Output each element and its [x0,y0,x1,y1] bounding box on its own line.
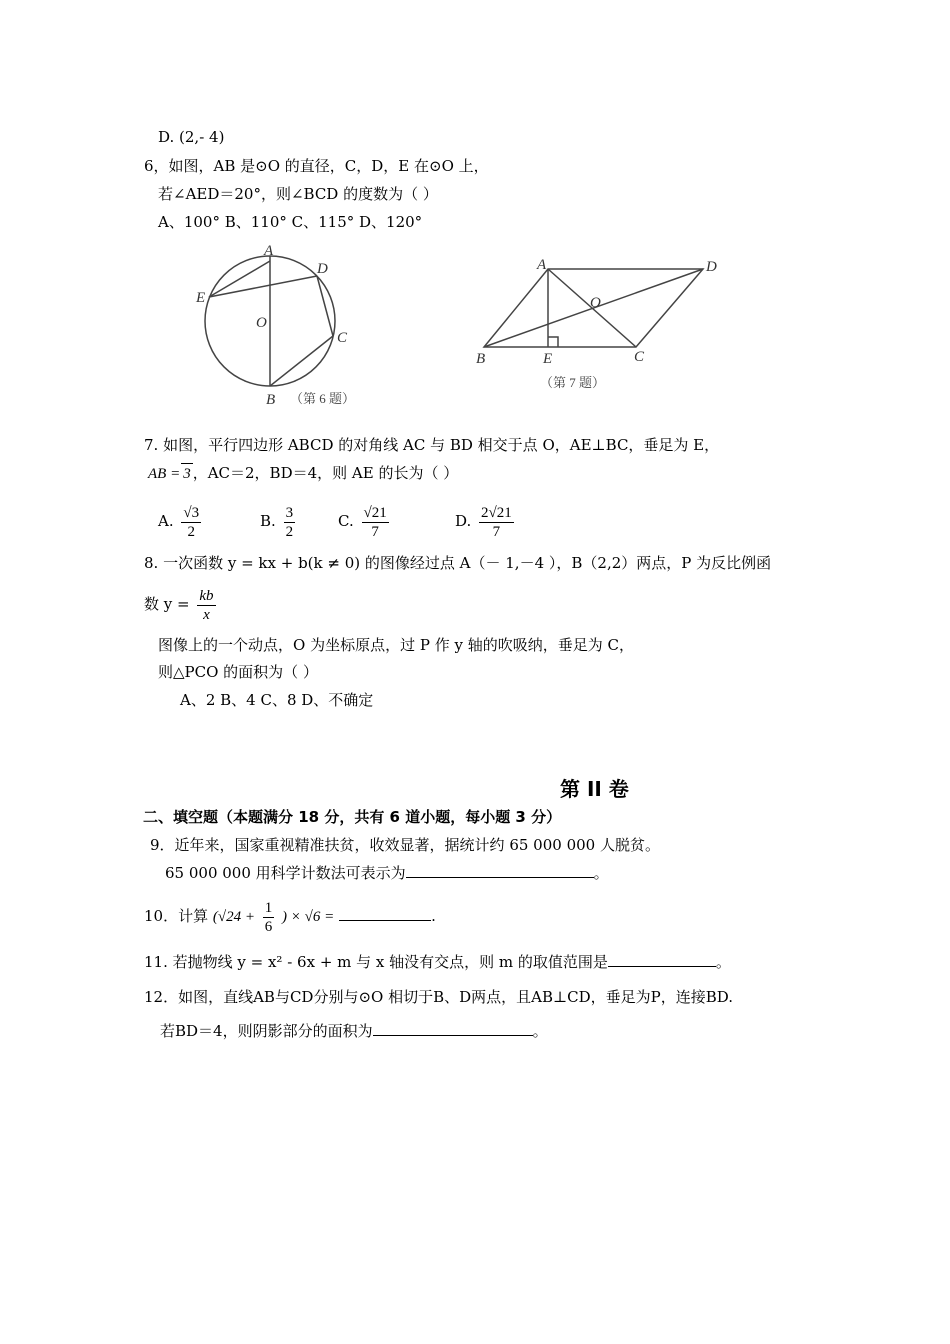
right-angle-mark [548,337,558,347]
q6-line1: 6，如图，AB 是⊙O 的直径，C，D，E 在⊙O 上， [144,157,489,175]
q7-line1: 7. 如图，平行四边形 ABCD 的对角线 AC 与 BD 相交于点 O，AE⊥BC，垂足为 E， [144,436,720,454]
part2-title: 第 II 卷 [560,777,629,801]
label-e-fig7: E [543,351,553,367]
q10-frac [263,899,275,936]
q10-expr-b: ) × √6 = [282,909,335,925]
q9-end: 。 [593,864,609,882]
label-o-fig7: O [590,295,601,311]
label-d-fig6: D [317,261,328,277]
section-heading: 二、填空题（本题满分 18 分，共有 6 道小题，每小题 3 分） [143,808,562,826]
caption-fig6: （第 6 题） [290,391,356,406]
q7-option-b-label: B. [260,512,276,530]
q7-option-a-label: A. [158,512,174,530]
frac-den: 2 [285,523,294,540]
q10-prefix: 10．计算 [144,907,209,925]
q12-line2 [160,1021,548,1041]
q10-expr-a: (√24 + [212,909,255,925]
q7-sqrt3: 3 [181,463,193,484]
q8-options: A、2 B、4 C、8 D、不确定 [180,691,374,709]
frac-num: kb [199,587,214,604]
answer-blank-q11[interactable] [608,952,716,967]
q8-frac [197,587,215,624]
q7-line2 [148,463,458,484]
q5-option-d: D. (2,- 4) [158,128,225,146]
label-b-fig6: B [266,392,276,408]
q10-line [144,894,436,938]
q11-line [144,952,731,972]
q9-line2 [165,863,609,883]
q7-option-c-label: C. [338,512,354,530]
q12-line2-text: 若BD＝4，则阴影部分的面积为 [160,1022,373,1040]
frac-den: 6 [264,918,273,935]
frac-den: x [203,606,210,623]
q7-option-b [260,500,298,542]
answer-blank-q12[interactable] [373,1021,533,1036]
figure-q6 [205,256,335,386]
q7-option-c [338,500,392,542]
caption-fig7: （第 7 题） [540,375,606,390]
q7-option-b-frac [284,504,296,541]
frac-den: 7 [492,523,501,540]
frac-num: √3 [183,504,200,521]
label-d-fig7: D [706,259,717,275]
q6-options: A、100° B、110° C、115° D、120° [158,213,423,231]
label-c-fig6: C [337,330,348,346]
segment-ed [209,276,317,297]
q11-end: 。 [715,953,731,971]
q8-line3: 图像上的一个动点，O 为坐标原点，过 P 作 y 轴的吹吸纳，垂足为 C， [158,636,634,654]
q8-line4: 则△PCO 的面积为（ ） [158,663,318,681]
q9-line1: 9．近年来，国家重视精准扶贫，收效显著，据统计约 65 000 000 人脱贫。 [150,836,660,854]
q7-option-d [455,500,517,542]
frac-num: 3 [285,504,294,521]
q12-line1: 12．如图，直线AB与CD分别与⊙O 相切于B、D两点，且AB⊥CD，垂足为P，连接BD. [144,988,733,1006]
frac-den: 2 [187,523,195,540]
q10-end: . [431,907,436,925]
label-o-fig6: O [256,315,267,331]
q7-option-d-label: D. [455,512,472,530]
q7-line2-rest: ，AC＝2，BD＝4，则 AE 的长为（ ） [192,464,459,482]
label-b-fig7: B [476,351,486,367]
answer-blank-q10[interactable] [339,906,431,921]
label-a-fig6: A [264,243,274,259]
q7-option-c-frac [362,504,389,541]
q7-ab-prefix: AB = [148,466,181,482]
frac-num: √21 [363,504,387,521]
q7-option-d-frac [479,504,514,541]
label-a-fig7: A [537,257,547,273]
q7-option-a-frac [181,504,201,541]
q11-text: 11. 若抛物线 y = x² - 6x + m 与 x 轴没有交点，则 m 的取值范围是 [144,953,608,971]
frac-num: 1 [264,899,273,916]
q6-line2: 若∠AED＝20°，则∠BCD 的度数为（ ） [158,185,438,203]
label-c-fig7: C [634,349,645,365]
figures [0,0,950,420]
q7-option-a [158,500,204,542]
label-e-fig6: E [196,290,206,306]
frac-den: 7 [371,523,379,540]
q8-line2-prefix: 数 y = [144,595,190,613]
q8-line1: 8. 一次函数 y = kx + b(k ≠ 0) 的图像经过点 A（－ 1,－4 ），B（2,2）两点，P 为反比例函 [144,554,772,572]
q8-line2 [144,582,219,626]
q9-line2-text: 65 000 000 用科学计数法可表示为 [165,864,406,882]
answer-blank-q9[interactable] [406,863,594,878]
frac-num: 2√21 [481,504,512,521]
q12-end: 。 [532,1022,548,1040]
